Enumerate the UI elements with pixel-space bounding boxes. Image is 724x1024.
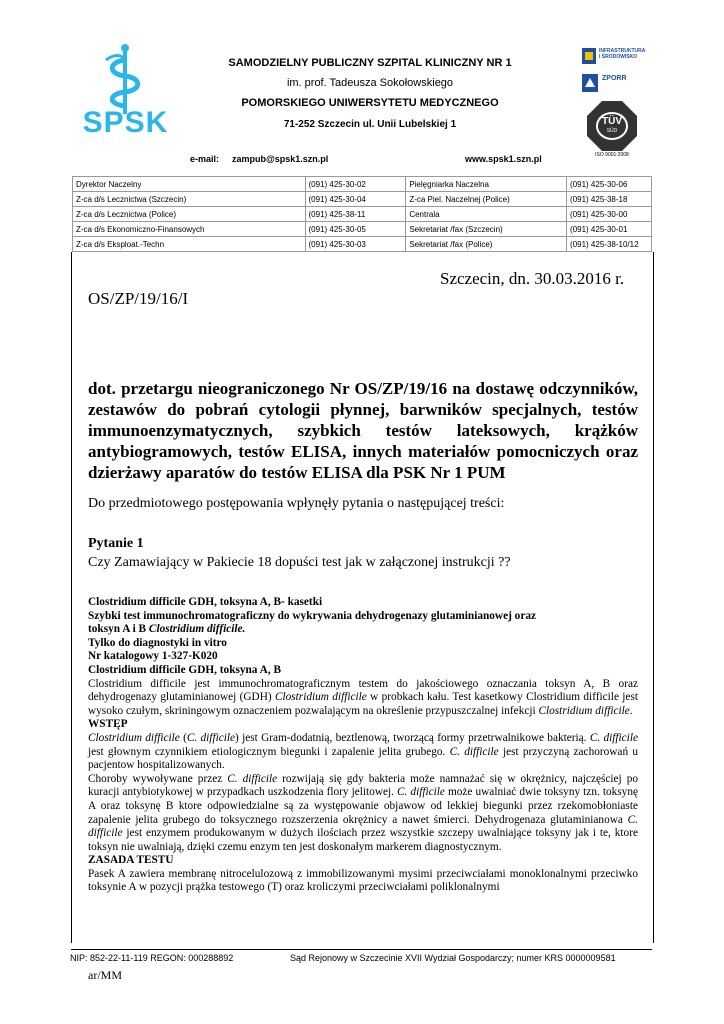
insert-section-principle: ZASADA TESTU [88,854,174,867]
insert-paragraph-1: Clostridium difficile jest immunochromatograficznym testem do jakościowego oznaczania toksyn A, B oraz dehydrogenazy glutaminianowej (GDH) Clostridium difficile w probkach kału. Test kasetkowy Clostridium difficile jest wysoko czułym, skriningowym oznaczeniem pozwalającym na określenie przypuszczalnej infekcji Clostridium difficile. [88,677,638,717]
footer-court: Sąd Rejonowy w Szczecinie XVII Wydział Gospodarczy; numer KRS 0000009581 [290,953,616,963]
tuv-certificate-logo [586,100,638,158]
directory-role-cell: Z-ca Piel. Naczelnej (Police) [406,192,567,207]
org-university: POMORSKIEGO UNIWERSYTETU MEDYCZNEGO [241,97,499,109]
directory-phone-cell: (091) 425-30-05 [305,222,406,237]
directory-phone-cell: (091) 425-30-04 [305,192,406,207]
insert-block [88,596,638,895]
directory-phone-cell: (091) 425-30-06 [567,177,652,192]
insert-toxins: toksyn A i B [88,623,149,636]
directory-role-cell: Sekretariat /fax (Szczecin) [406,222,567,237]
directory-row [73,177,652,192]
directory-phone-cell: (091) 425-30-00 [567,207,652,222]
insert-title: Clostridium difficile GDH, toksyna A, B- kasetki [88,596,323,608]
directory-role-cell: Sekretariat /fax (Police) [406,237,567,252]
directory-phone-cell: (091) 425-38-18 [567,192,652,207]
insert-subtitle: Szybki test immunochromatograficzny do wykrywania dehydrogenazy glutaminianowej oraz [88,609,536,622]
directory-row [73,237,652,252]
directory-phone-cell: (091) 425-38-11 [305,207,406,222]
infra-text-1: INFRASTRUKTURA [599,48,646,54]
directory-role-cell: Z-ca d/s Ekonomiczno-Finansowych [73,222,306,237]
directory-role-cell: Z-ca d/s Lecznictwa (Szczecin) [73,192,306,207]
insert-species: Clostridium difficile. [148,623,246,636]
zporr-emblem-icon [582,74,598,92]
question-1-text: Czy Zamawiający w Pakiecie 18 dopuści test jak w załączonej instrukcji ?? [88,555,511,570]
directory-role-cell: Pielęgniarka Naczelna [406,177,567,192]
directory-role-cell: Z-ca d/s Lecznictwa (Police) [73,207,306,222]
insert-paragraph-3: Choroby wywoływane przez C. difficile rozwijają się gdy bakteria może namnażać się w okrężnicy, najczęściej po kuracji antybiotykowej w przypadkach uszkodzenia flory jelitowej. C. difficile może uwalniać dwie toksyny tzn. toksynę A oraz toksynę B ktore odpowiedzialne są za występowanie objawow od lekkiej biegunki przez rzekomobłoniaste zapalenie jelita grubego do toksycznego rozszerzenia okrężnicy a nawet śmierci. Dehydrogenaza glutaminianowa C. difficile jest enzymem produkowanym w dużych ilościach przez wszystkie szczepy uwalniające toksyny jak i te, ktore toksyn nie uwalniają, dzięki czemu enzym ten jest doskonałym markerem diagnostycznym. [88,772,638,853]
directory-role-cell: Centrala [406,207,567,222]
insert-catalog: Nr katalogowy 1-327-K020 [88,650,218,663]
website-link[interactable]: www.spsk1.szn.pl [465,154,542,164]
insert-ivd: Tylko do diagnostyki in vitro [88,636,227,649]
zporr-text: ZPORR [602,75,627,82]
intro-text: Do przedmiotowego postępowania wpłynęły pytania o następującej treści: [88,496,505,511]
email-link[interactable]: zampub@spsk1.szn.pl [232,154,329,164]
question-1-title: Pytanie 1 [88,536,144,551]
directory-role-cell: Z-ca d/s Eksploat.-Techn [73,237,306,252]
insert-subtitle-2 [88,623,638,637]
hospital-logo [78,42,173,142]
directory-phone-cell: (091) 425-30-03 [305,237,406,252]
insert-paragraph-2: Clostridium difficile (C. difficile) jest Gram-dodatnią, beztlenową, tworzącą formy przetrwalnikowe bakterią. C. difficile jest głownym czynnikiem etiologicznym biegunki i zapalenie jelita grubego. C. difficile jest przyczyną zachorowań u pacjentow hospitalizowanych. [88,731,638,772]
directory-row [73,222,652,237]
org-patron: im. prof. Tadeusza Sokołowskiego [286,77,454,89]
iso-text: ISO 9001:2008 [595,152,629,158]
footer-ids: NIP: 852-22-11-119 REGON: 000288892 [70,953,234,963]
org-name: SAMODZIELNY PUBLICZNY SZPITAL KLINICZNY NR 1 [228,57,512,69]
eu-infrastructure-logo [582,47,646,67]
infra-text-2: I ŚRODOWISKO [599,54,638,60]
insert-section-intro: WSTĘP [88,718,128,731]
email-label: e-mail: [190,154,220,164]
directory-row [73,207,652,222]
subject-heading: dot. przetargu nieograniczonego Nr OS/ZP/19/16 na dostawę odczynników, zestawów do pobrań cytologii płynnej, barwników specjalnych, testów immunoenzymatycznych, szybkich testów lateksowych, krążków antybiogramowych, testów ELISA, innych materiałów pomocniczych oraz dzierżawy aparatów do testów ELISA dla PSK Nr 1 PUM [88,379,638,482]
eu-flag-icon [582,48,596,64]
directory-table [72,176,652,252]
directory-phone-cell: (091) 425-30-01 [567,222,652,237]
directory-phone-cell: (091) 425-38-10/12 [567,237,652,252]
footer-initials: ar/MM [88,968,122,982]
insert-paragraph-4: Pasek A zawiera membranę nitrocelulozową z immobilizowanymi mysimi przeciwciałami monoklonalnymi przeciwko toksynie A w pozycji prążka testowego (T) oraz kroliczymi przeciwciałami poliklonalnymi [88,867,638,894]
tuv-text: TÜV [602,116,622,127]
reference-number: OS/ZP/19/16/I [88,289,189,308]
insert-product: Clostridium difficile GDH, toksyna A, B [88,663,282,676]
org-address: 71-252 Szczecin ul. Unii Lubelskiej 1 [283,119,457,130]
footer-divider [71,949,652,950]
tuv-sub-text: SÜD [606,128,618,134]
directory-phone-cell: (091) 425-30-02 [305,177,406,192]
zporr-logo [582,74,642,94]
directory-row [73,192,652,207]
place-date: Szczecin, dn. 30.03.2016 r. [440,269,625,288]
logo-text: SPSK [82,106,169,139]
directory-role-cell: Dyrektor Naczelny [73,177,306,192]
